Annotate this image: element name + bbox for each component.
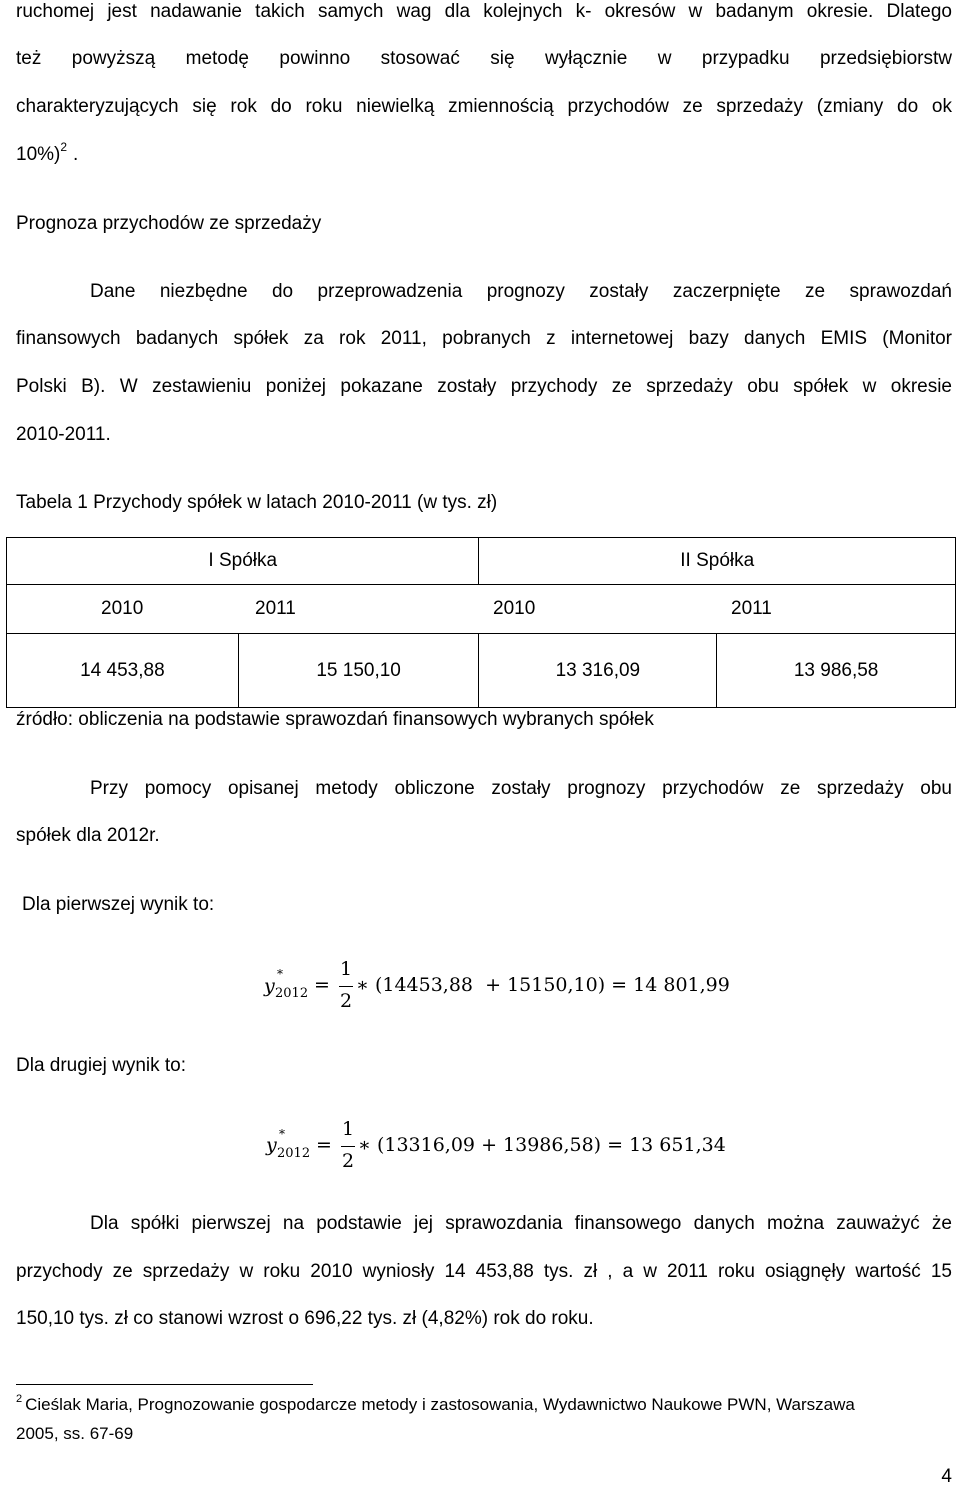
paragraph1-line4-end: .	[73, 144, 79, 165]
table-value-1: 14 453,88	[7, 634, 239, 708]
paragraph1-line2: też powyższą metodę powinno stosować się wyłącznie w przypadku przedsiębiorstw	[16, 48, 952, 69]
page-number: 4	[941, 1466, 952, 1487]
footnote-separator	[16, 1384, 313, 1385]
table-year-1: 2010	[101, 598, 144, 619]
formula2-y: y	[266, 1134, 277, 1156]
table-value-4: 13 986,58	[717, 634, 956, 708]
table-years-cell	[7, 585, 956, 634]
paragraph4-line1: Dla spółki pierwszej na podstawie jej sprawozdania finansowego danych można zauważyć że	[90, 1213, 952, 1234]
first-result-label: Dla pierwszej wynik to:	[22, 894, 215, 915]
second-result-label: Dla drugiej wynik to:	[16, 1055, 187, 1076]
paragraph3-line1: Przy pomocy opisanej metody obliczone zostały prognozy przychodów ze sprzedaży obu	[90, 778, 952, 799]
paragraph2-line4: 2010-2011.	[16, 424, 111, 445]
table-year-4: 2011	[731, 598, 772, 619]
source-note: źródło: obliczenia na podstawie sprawozdań finansowych wybranych spółek	[16, 709, 654, 730]
footnote-text-line2: 2005, ss. 67-69	[16, 1424, 134, 1443]
section-heading: Prognoza przychodów ze sprzedaży	[16, 213, 322, 234]
paragraph4-line3: 150,10 tys. zł co stanowi wzrost o 696,22 tys. zł (4,82%) rok do roku.	[16, 1308, 594, 1329]
table-caption: Tabela 1 Przychody spółek w latach 2010-2011 (w tys. zł)	[16, 492, 498, 513]
footnote-text-line1: Cieślak Maria, Prognozowanie gospodarcze metody i zastosowania, Wydawnictwo Naukowe PWN, Warszawa	[25, 1395, 855, 1414]
formula1-subscript: 2012	[275, 986, 309, 1001]
formula2-expression: ∗ (13316,09 + 13986,58) = 13 651,34	[358, 1134, 726, 1156]
paragraph2-line1: Dane niezbędne do przeprowadzenia prognozy zostały zaczerpnięte ze sprawozdań	[90, 281, 952, 302]
formula2-fraction-bar	[341, 1146, 355, 1147]
paragraph1-line4	[16, 140, 79, 167]
formula2-star: *	[279, 1127, 285, 1141]
table-values-row	[7, 634, 956, 708]
paragraph1-line1: ruchomej jest nadawanie takich samych wag dla kolejnych k- okresów w badanym okresie. Dlatego	[16, 1, 952, 22]
paragraph2-line2: finansowych badanych spółek za rok 2011, pobranych z internetowej bazy danych EMIS (Monitor	[16, 328, 952, 349]
footnote-line1	[16, 1395, 855, 1415]
table-years-row	[7, 585, 956, 634]
table-year-3: 2010	[493, 598, 536, 619]
paragraph3-line2: spółek dla 2012r.	[16, 825, 160, 846]
formula1-expression: ∗ (14453,88 + 15150,10) = 14 801,99	[356, 974, 730, 996]
formula2-equals: =	[316, 1134, 332, 1156]
formula2-denominator: 2	[341, 1150, 355, 1172]
formula1-denominator: 2	[339, 990, 353, 1012]
table-company-2: II Spółka	[479, 538, 956, 585]
formula1-fraction-bar	[339, 986, 353, 987]
table-company-1: I Spółka	[7, 538, 479, 585]
footnote-reference[interactable]: 2	[60, 140, 68, 154]
formula2-numerator: 1	[341, 1118, 355, 1140]
table-value-3: 13 316,09	[479, 634, 717, 708]
formula1-star: *	[277, 967, 283, 981]
paragraph1-line3: charakteryzujących się rok do roku niewielką zmiennością przychodów ze sprzedaży (zmiany do ok	[16, 96, 952, 117]
formula1-y: y	[264, 975, 275, 997]
formula1-numerator: 1	[339, 958, 353, 980]
table-year-2: 2011	[255, 598, 296, 619]
revenue-table	[6, 537, 956, 708]
paragraph4-line2: przychody ze sprzedaży w roku 2010 wyniosły 14 453,88 tys. zł , a w 2011 roku osiągnęły wartość 15	[16, 1261, 952, 1282]
paragraph2-line3: Polski B). W zestawieniu poniżej pokazane zostały przychody ze sprzedaży obu spółek w okresie	[16, 376, 952, 397]
formula1-equals: =	[314, 974, 330, 996]
footnote-number: 2	[16, 1393, 23, 1405]
formula2-subscript: 2012	[277, 1146, 311, 1161]
paragraph1-line4-text: 10%)	[16, 144, 61, 165]
table-header-row	[7, 538, 956, 585]
table-value-2: 15 150,10	[238, 634, 479, 708]
